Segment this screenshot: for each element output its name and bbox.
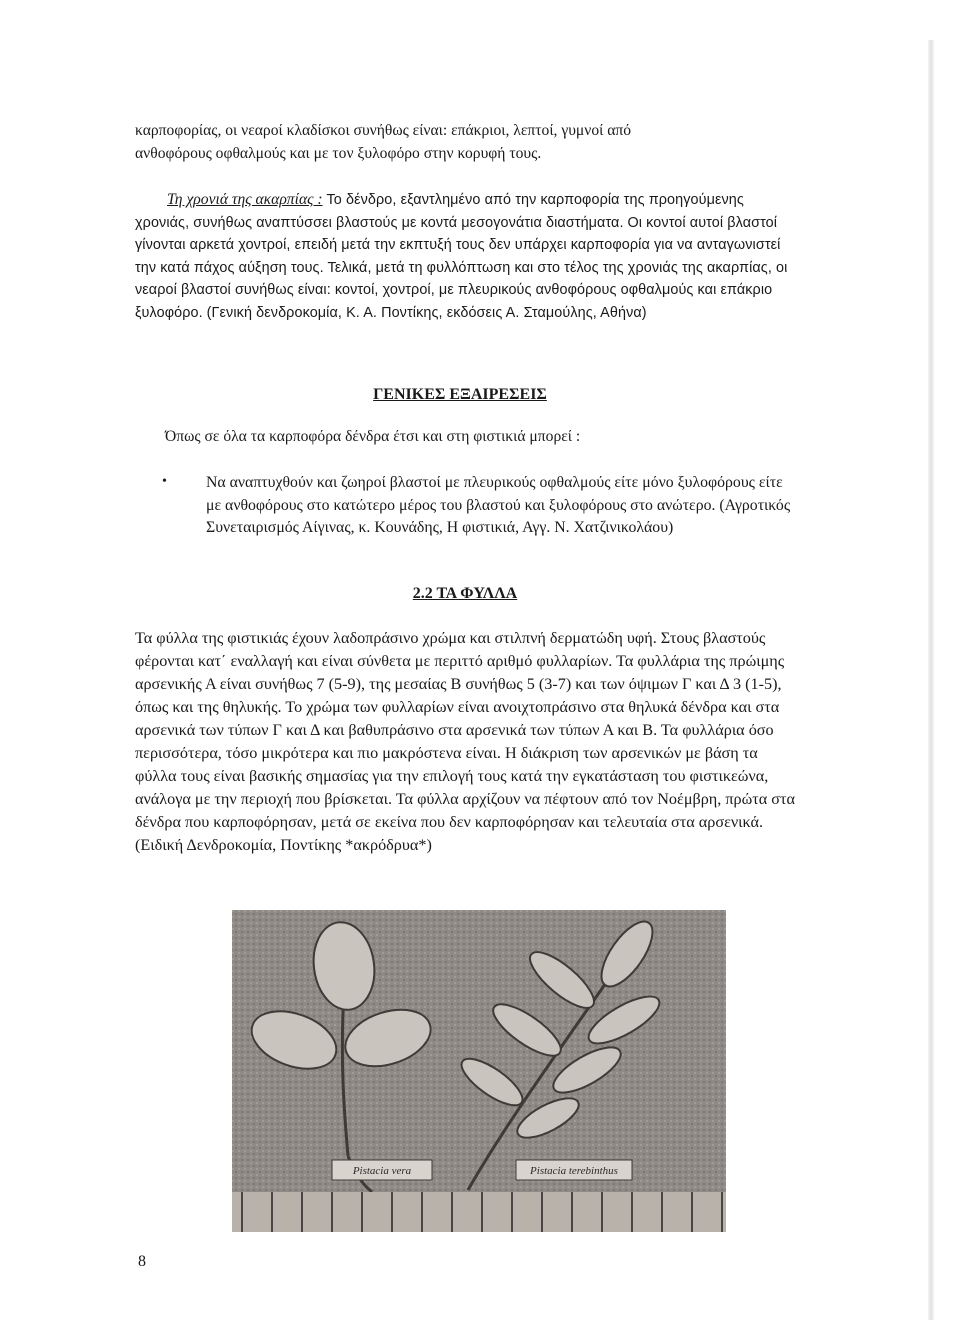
section-heading-leaves: 2.2 ΤΑ ΦΥΛΛΑ: [412, 585, 518, 602]
paragraph-2-text-2: Οι κοντοί αυτοί βλαστοί γίνονται αρκετά χοντροί, επειδή μετά την εκπτυξή τους δεν υπάρχει καρποφορία για να ανταγωνιστεί την κατά πάχος αύξηση τους. Τελικά, μετά τη φυλλόπτωση και στο τέλος της χρονιάς της ακαρπίας, οι νεαροί βλαστοί συνήθως είναι: κοντοί, χοντροί, με πλευρικούς ανθοφόρους οφθαλμούς και επάκριο ξυλοφόρο.: [135, 214, 788, 321]
section-1-intro: Όπως σε όλα τα καρποφόρα δένδρα έτσι και στη φιστικιά μπορεί :: [165, 428, 581, 445]
paragraph-2-text-3: (Γενική δενδροκομία, Κ. Α. Ποντίκης, εκδόσεις Α. Σταμούλης, Αθήνα): [206, 304, 647, 321]
leaf-illustration: [232, 910, 726, 1232]
scan-edge-shadow: [928, 40, 934, 1320]
bullet-item: Να αναπτυχθούν και ζωηροί βλαστοί με πλευρικούς οφθαλμούς είτε μόνο ξυλοφόρους είτε με ανθοφόρους στο κατώτερο μέρος του βλαστού και ξυλοφόρους στο ανώτερο. (Αγροτικός Συνεταιρισμός Αίγινας, κ. Κουνάδης, Η φιστικιά, Αγγ. Ν. Χατζινικολάου): [206, 474, 791, 537]
leaf-specimen-photo: [232, 910, 726, 1232]
paragraph-1-line-2: ανθοφόρους οφθαλμούς και με τον ξυλοφόρο στην κορυφή τους.: [135, 144, 542, 162]
ruler-strip: [232, 1192, 726, 1232]
paragraph-leaves: Τα φύλλα της φιστικιάς έχουν λαδοπράσινο χρώμα και στιλπνή δερματώδη υφή. Στους βλαστούς φέρονται κατ΄ εναλλαγή και είναι σύνθετα με περιττό αριθμό φυλλαρίων. Τα φυλλάρια της πρώιμης αρσενικής Α είναι συνήθως 7 (5-9), της μεσαίας Β συνήθως 5 (3-7) και των όψιμων Γ και Δ 3 (1-5), όπως και της θηλυκής. Το χρώμα των φυλλαρίων είναι ανοιχτοπράσινο στα θηλυκά δένδρα και στα αρσενικά των τύπων Γ και Δ και βαθυπράσινο στα αρσενικά των τύπων Α και Β. Τα φυλλάρια όσο περισσότερα, τόσο μικρότερα και πιο μακρόστενα είναι. Η διάκριση των αρσενικών με βάση τα φύλλα τους είναι βασικής σημασίας για την επιλογή τους κατά την εγκατάσταση του φιστικεώνα, ανάλογα με την περιοχή που βρίσκεται. Τα φύλλα αρχίζουν να πέφτουν από τον Νοέμβρη, πρώτα στα δένδρα που καρποφόρησαν, μετά σε εκείνα που δεν καρποφόρησαν και τελευταία στα αρσενικά. (Ειδική Δενδροκομία, Ποντίκης *ακρόδρυα*): [135, 629, 796, 854]
left-specimen-label: Pistacia vera: [352, 1165, 412, 1177]
right-specimen-label: Pistacia terebinthus: [530, 1165, 618, 1177]
paragraph-2: [135, 189, 795, 325]
paragraph-1-line-1: καρποφορίας, οι νεαροί κλαδίσκοι συνήθως είναι: επάκριοι, λεπτοί, γυμνοί από: [135, 122, 632, 139]
paragraph-2-text-1: Το δένδρο, εξαντλημένο από την καρποφορία της προηγούμενης χρονιάς, συνήθως αναπτύσσει βλαστούς με κοντά μεσογονάτια διαστήματα.: [135, 192, 744, 231]
paragraph-2-lead: Τη χρονιά της ακαρπίας :: [167, 191, 323, 208]
page-number: 8: [138, 1253, 146, 1270]
bullet-dot-icon: •: [162, 474, 167, 489]
bullet-list: [162, 472, 795, 540]
paragraph-1: [135, 120, 795, 165]
section-heading-exceptions: ΓΕΝΙΚΕΣ ΕΞΑΙΡΕΣΕΙΣ: [373, 386, 547, 403]
